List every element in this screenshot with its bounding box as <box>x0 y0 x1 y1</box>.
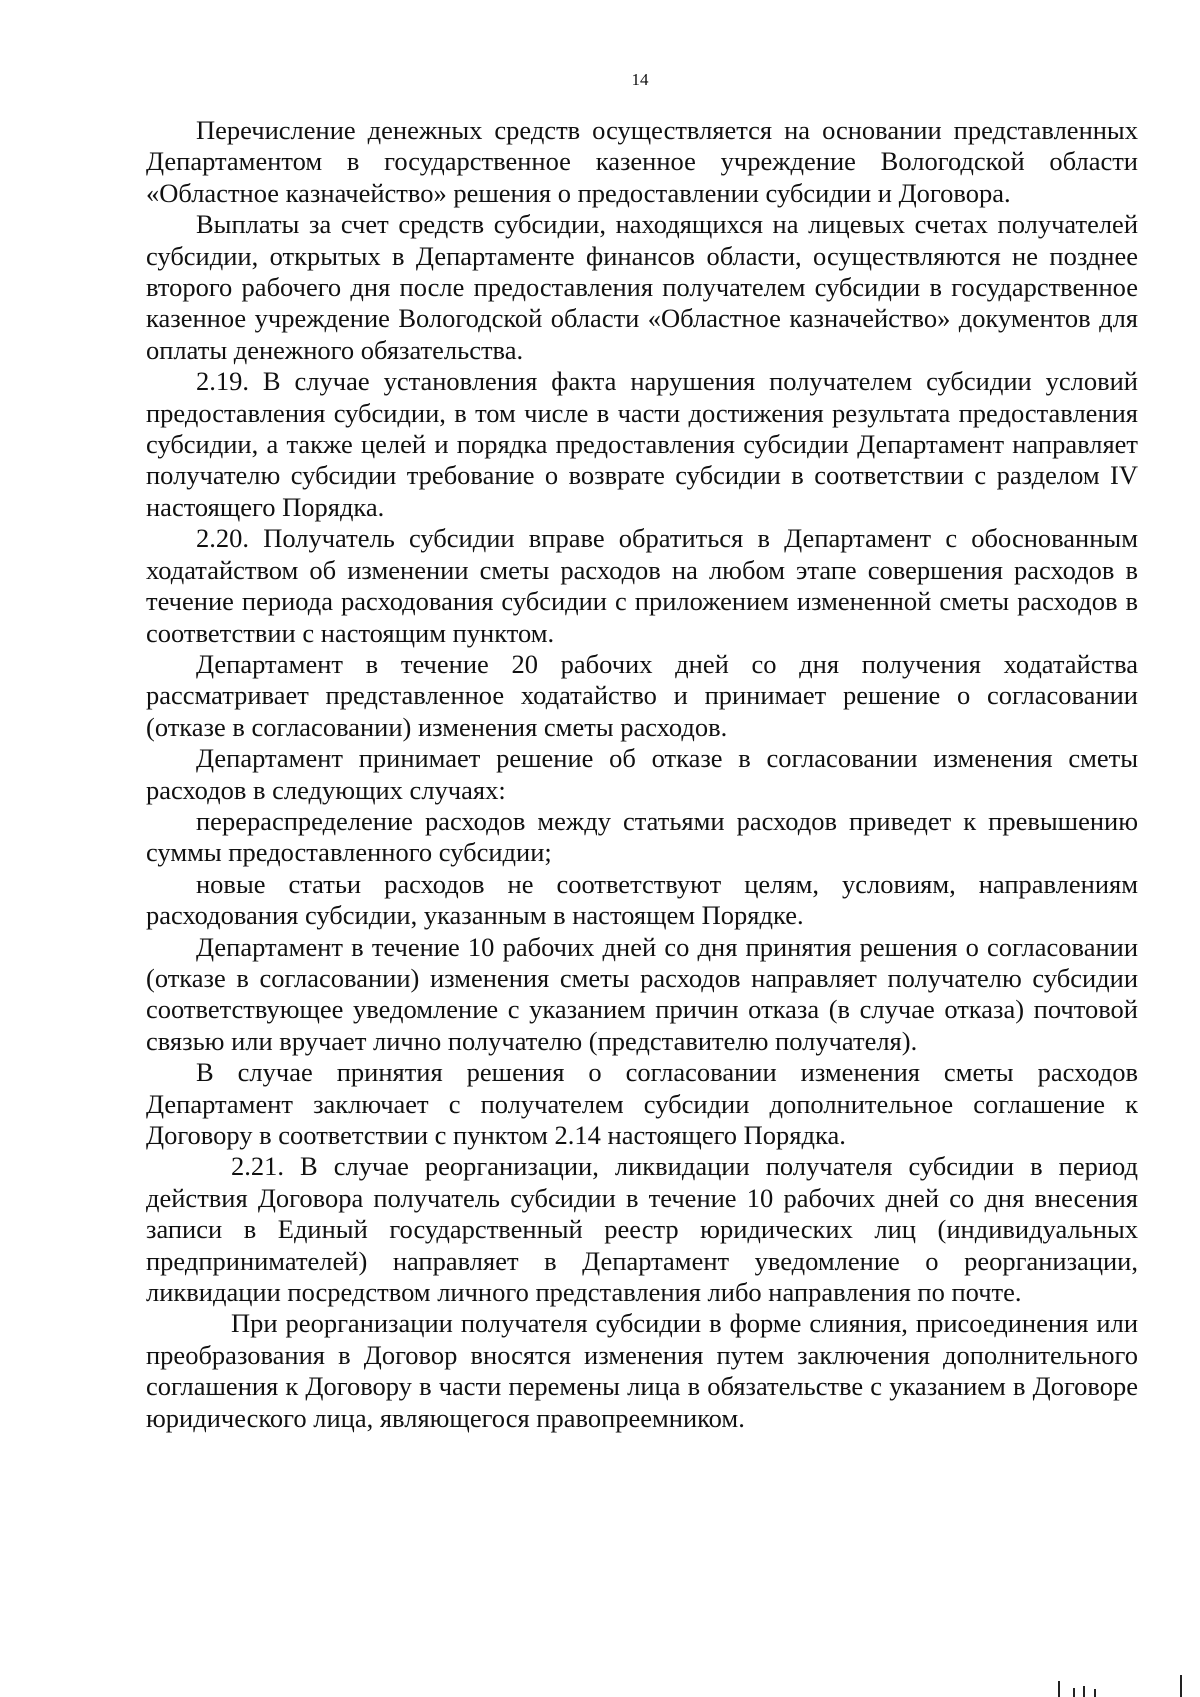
paragraph-clause-2-20: 2.20. Получатель субсидии вправе обратиться в Департамент с обоснованным ходатайством об изменении сметы расходов на любом этапе совершения расходов в течение периода расходования субсидии с приложением измененной сметы расходов в соответствии с настоящим пунктом. <box>146 523 1138 648</box>
paragraph-clause-2-19: 2.19. В случае установления факта нарушения получателем субсидии условий предоставления субсидии, в том числе в части достижения результата предоставления субсидии, а также целей и порядка предоставления субсидии Департамент направляет получателю субсидии требование о возврате субсидии в соответствии с разделом IV настоящего Порядка. <box>146 366 1138 522</box>
paragraph-notification: Департамент в течение 10 рабочих дней со дня принятия решения о согласовании (отказе в согласовании) изменения сметы расходов направляет получателю субсидии соответствующее уведомление с указанием причин отказа (в случае отказа) почтовой связью или вручает лично получателю (представителю получателя). <box>146 931 1138 1056</box>
paragraph-additional-agreement: В случае принятия решения о согласовании изменения сметы расходов Департамент заключает с получателем субсидии дополнительное соглашение к Договору в соответствии с пунктом 2.14 настоящего Порядка. <box>146 1057 1138 1150</box>
paragraph-refusal-cases: Департамент принимает решение об отказе в согласовании изменения сметы расходов в следующих случаях: <box>146 743 1138 805</box>
document-body <box>146 115 1138 1434</box>
paragraph-refusal-case-redistribution: перераспределение расходов между статьями расходов приведет к превышению суммы предоставленного субсидии; <box>146 805 1138 868</box>
scan-edge-mark <box>1180 1675 1182 1697</box>
scan-edge-mark <box>1058 1681 1060 1697</box>
scan-edge-mark <box>1083 1686 1085 1697</box>
page-number: 14 <box>631 70 649 89</box>
scan-edge-mark <box>1094 1689 1096 1697</box>
paragraph-payments: Выплаты за счет средств субсидии, находящихся на лицевых счетах получателей субсидии, открытых в Департаменте финансов области, осуществляются не позднее второго рабочего дня после предоставления получателем субсидии в государственное казенное учреждение Вологодской области «Областное казначейство» документов для оплаты денежного обязательства. <box>146 209 1138 365</box>
scan-edge-mark <box>1073 1688 1075 1697</box>
paragraph-refusal-case-new-items: новые статьи расходов не соответствуют целям, условиям, направлениям расходования субсидии, указанным в настоящем Порядке. <box>146 868 1138 931</box>
paragraph-clause-2-21: 2.21. В случае реорганизации, ликвидации получателя субсидии в период действия Договора получатель субсидии в течение 10 рабочих дней со дня внесения записи в Единый государственный реестр юридических лиц (индивидуальных предпринимателей) направляет в Департамент уведомление о реорганизации, ликвидации посредством личного представления либо направления по почте. <box>146 1151 1138 1308</box>
paragraph-transfer-of-funds: Перечисление денежных средств осуществляется на основании представленных Департаментом в государственное казенное учреждение Вологодской области «Областное казначейство» решения о предоставлении субсидии и Договора. <box>146 115 1138 208</box>
paragraph-reorganization: При реорганизации получателя субсидии в форме слияния, присоединения или преобразования в Договор вносятся изменения путем заключения дополнительного соглашения к Договору в части перемены лица в обязательстве с указанием в Договоре юридического лица, являющегося правопреемником. <box>146 1308 1138 1433</box>
paragraph-review-period: Департамент в течение 20 рабочих дней со дня получения ходатайства рассматривает представленное ходатайство и принимает решение о согласовании (отказе в согласовании) изменения сметы расходов. <box>146 648 1138 742</box>
